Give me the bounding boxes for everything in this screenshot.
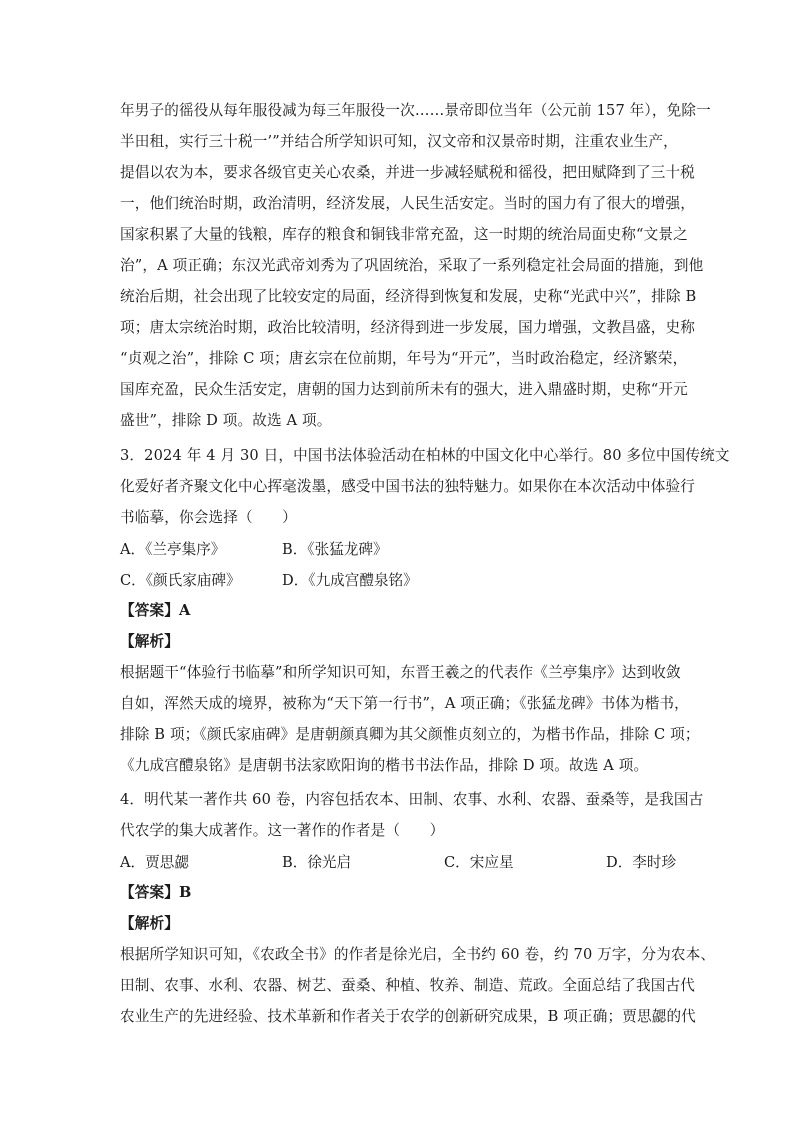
text-line: “贞观之治”，排除 C 项；唐玄宗在位前期，年号为“开元”，当时政治稳定，经济繁荣， xyxy=(120,350,688,367)
text-line: 国家积累了大量的钱粮，库存的粮食和铜钱非常充盈，这一时期的统治局面史称“文景之 xyxy=(120,226,688,243)
question-4-analysis: 田制、农事、水利、农器、树艺、蚕桑、种植、牧养、制造、荒政。全面总结了我国古代 xyxy=(120,977,696,994)
text-line: 一，他们统治时期，政治清明，经济发展，人民生活安定。当时的国力有了很大的增强， xyxy=(120,195,696,212)
question-4-option-a: A．贾思勰 xyxy=(120,854,189,871)
question-3-analysis: 《九成宫醴泉铭》是唐朝书法家欧阳询的楷书书法作品，排除 D 项。故选 A 项。 xyxy=(120,757,649,774)
question-4-option-c: C．宋应星 xyxy=(444,854,514,871)
question-4-stem: 代农学的集大成著作。这一著作的作者是（ ） xyxy=(120,822,445,839)
question-3-answer: 【答案】A xyxy=(120,602,191,619)
question-4-stem: 4．明代某一著作共 60 卷，内容包括农本、田制、农事、水利、农器、蚕桑等，是我国古 xyxy=(120,791,704,808)
text-line: 半田租，实行三十税一’”并结合所学知识可知，汉文帝和汉景帝时期，注重农业生产， xyxy=(120,133,678,150)
text-line: 盛世”，排除 D 项。故选 A 项。 xyxy=(120,412,332,429)
question-3-option-b: B．《张猛龙碑》 xyxy=(282,541,388,558)
question-3-analysis: 自如，浑然天成的境界，被称为“天下第一行书”，A 项正确；《张猛龙碑》书体为楷书， xyxy=(120,695,689,712)
question-4-option-b: B．徐光启 xyxy=(282,854,352,871)
question-3-stem: 化爱好者齐聚文化中心挥毫泼墨，感受中国书法的独特魅力。如果你在本次活动中体验行 xyxy=(120,478,696,495)
text-line: 统治后期，社会出现了比较安定的局面，经济得到恢复和发展，史称“光武中兴”，排除 B xyxy=(120,288,697,305)
question-3-option-a: A．《兰亭集序》 xyxy=(120,541,226,558)
question-3-analysis: 根据题干“体验行书临摹”和所学知识可知，东晋王羲之的代表作《兰亭集序》达到收敛 xyxy=(120,664,681,681)
question-4-option-d: D．李时珍 xyxy=(606,854,677,871)
text-line: 项；唐太宗统治时期，政治比较清明，经济得到进一步发展，国力增强，文教昌盛，史称 xyxy=(120,319,696,336)
question-3-analysis-label: 【解析】 xyxy=(120,633,179,650)
question-3-stem: 书临摹，你会选择（ ） xyxy=(120,509,297,526)
question-4-analysis: 农业生产的先进经验、技术革新和作者关于农学的创新研究成果，B 项正确；贾思勰的代 xyxy=(120,1008,696,1025)
question-3-analysis: 排除 B 项；《颜氏家庙碑》是唐朝颜真卿为其父颜惟贞刻立的，为楷书作品，排除 C 项； xyxy=(120,726,700,743)
question-4-analysis-label: 【解析】 xyxy=(120,915,179,932)
question-3-option-c: C．《颜氏家庙碑》 xyxy=(120,572,241,589)
text-line: 提倡以农为本，要求各级官吏关心农桑，并进一步减轻赋税和徭役，把田赋降到了三十税 xyxy=(120,164,696,181)
text-line: 年男子的徭役从每年服役减为每三年服役一次……景帝即位当年（公元前 157 年），免除一 xyxy=(120,102,711,119)
text-line: 国库充盈，民众生活安定，唐朝的国力达到前所未有的强大，进入鼎盛时期，史称“开元 xyxy=(120,381,688,398)
text-line: 治”，A 项正确；东汉光武帝刘秀为了巩固统治，采取了一系列稳定社会局面的措施，到他 xyxy=(120,257,704,274)
question-4-answer: 【答案】B xyxy=(120,884,192,901)
question-4-analysis: 根据所学知识可知，《农政全书》的作者是徐光启，全书约 60 卷，约 70 万字，分为农本、 xyxy=(120,946,716,963)
question-3-option-d: D．《九成宫醴泉铭》 xyxy=(282,572,418,589)
question-3-stem: 3．2024 年 4 月 30 日，中国书法体验活动在柏林的中国文化中心举行。80 多位中国传统文 xyxy=(120,447,730,464)
